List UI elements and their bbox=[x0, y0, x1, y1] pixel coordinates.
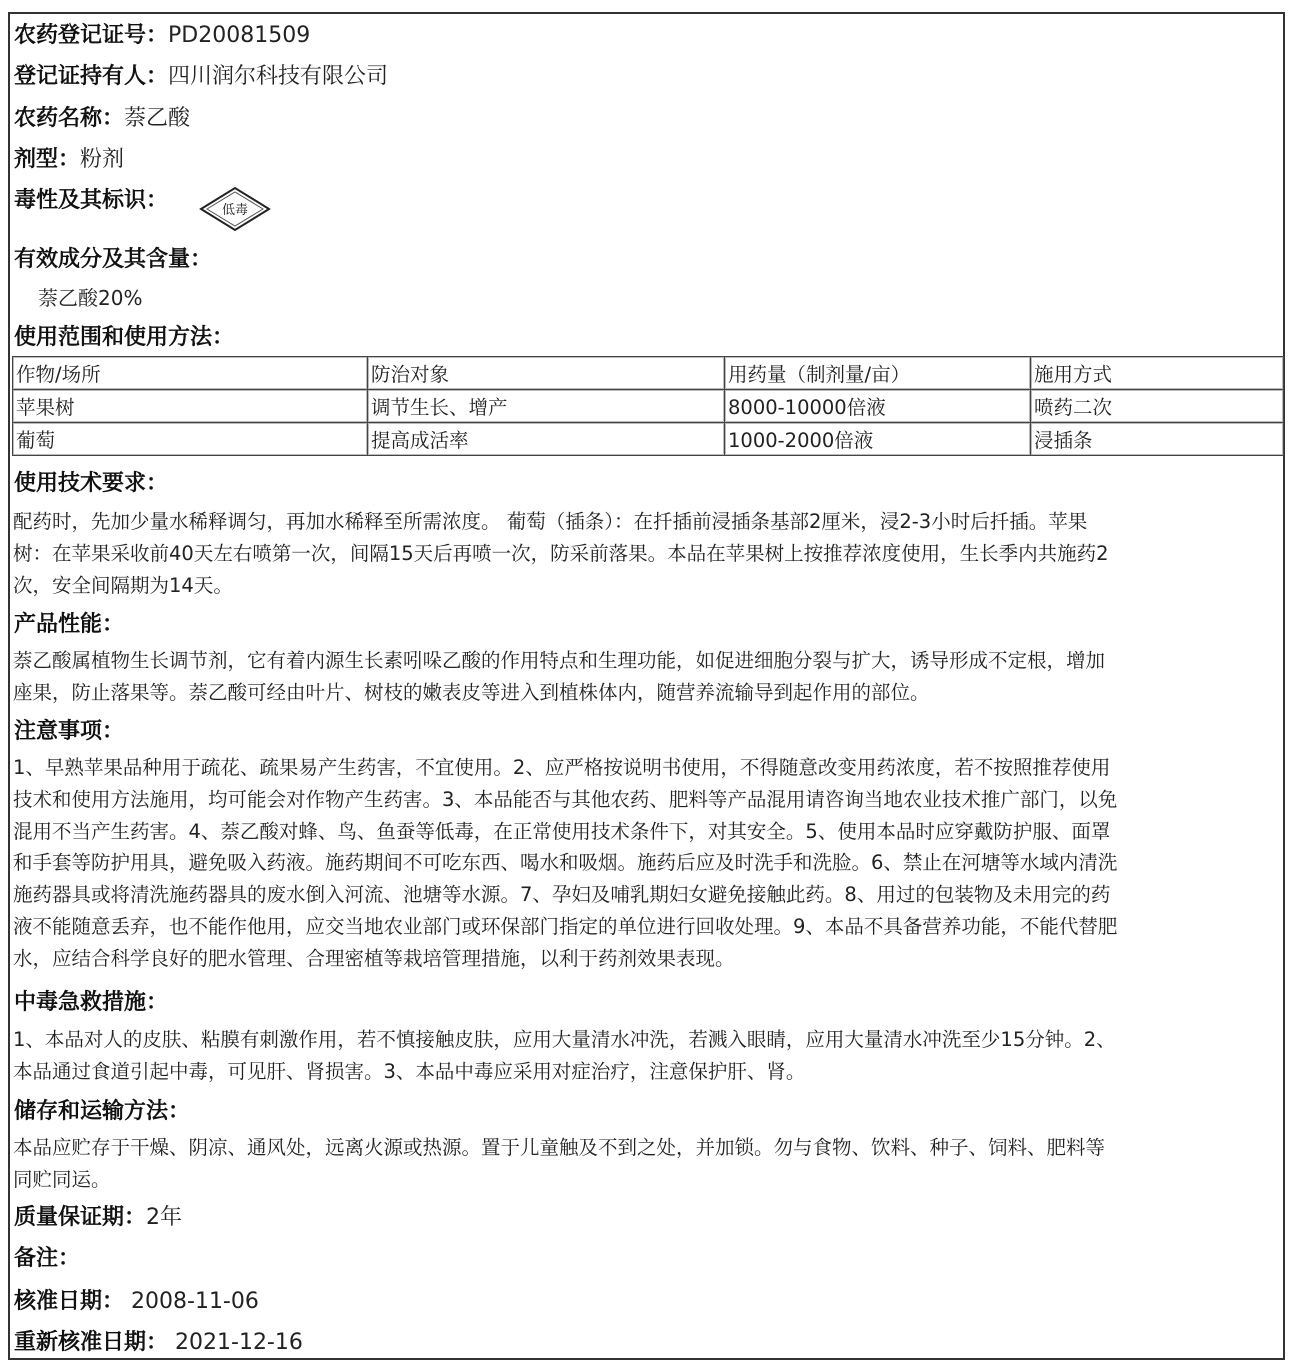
holder-row bbox=[14, 63, 388, 91]
table-row bbox=[13, 423, 1284, 456]
precautions-label: 注意事项： bbox=[14, 719, 125, 744]
cell-crop: 苹果树 bbox=[13, 390, 368, 423]
shelf-life-label: 质量保证期： bbox=[14, 1205, 147, 1230]
storage-label: 储存和运输方法： bbox=[14, 1099, 191, 1124]
header-cell-target: 防治对象 bbox=[368, 357, 725, 390]
registration-number-row bbox=[14, 22, 310, 50]
usage-section-label: 使用范围和使用方法： bbox=[14, 325, 235, 350]
cell-method: 喷药二次 bbox=[1031, 390, 1284, 423]
precautions-text: 1、早熟苹果品种用于疏花、疏果易产生药害，不宜使用。2、应严格按说明书使用，不得随意改变用药浓度，若不按照推荐使用 技术和使用方法施用，均可能会对作物产生药害。3、本品能否与其他农药、肥料等产品混用请咨询当地农业技术推广部门，以免 混用不当产生药害。4、萘乙酸对蜂、鸟、鱼蚕等低毒，在正常使用技术条件下，对其安全。5、使用本品时应穿戴防护服、面罩 和手套等防护用具，避免吸入药液。施药期间不可吃东西、喝水和吸烟。施药后应及时洗手和洗脸。6、禁止在河塘等水域内清洗 施药器具或将清洗施药器具的废水倒入河流、池塘等水源。7、孕妇及哺乳期妇女避免接触此药。8、用过的包装物及未用完的药 液不能随意丢弃，也不能作他用，应交当地农业部门或环保部门指定的单位进行回收处理。9、本品不具备营养功能，不能代替肥 水，应结合科学良好的肥水管理、合理密植等栽培管理措施，以利于药剂效果表现。 bbox=[13, 756, 1118, 970]
reapproval-date-row bbox=[14, 1329, 303, 1357]
approval-date-row bbox=[14, 1288, 259, 1316]
usage-table bbox=[12, 356, 1284, 456]
cell-method: 浸插条 bbox=[1031, 423, 1284, 456]
first-aid-text: 1、本品对人的皮肤、粘膜有刺激作用，若不慎接触皮肤，应用大量清水冲洗，若溅入眼睛，应用大量清水冲洗至少15分钟。2、 本品通过食道引起中毒，可见肝、肾损害。3、本品中毒应采用对症治疗，注意保护肝、肾。 bbox=[13, 1028, 1116, 1083]
reapproval-date-value: 2021-12-16 bbox=[175, 1330, 303, 1355]
header-cell-method: 施用方式 bbox=[1031, 357, 1284, 390]
active-ingredient-value: 萘乙酸20% bbox=[38, 286, 143, 310]
cell-dosage: 1000-2000倍液 bbox=[725, 423, 1031, 456]
formulation-row bbox=[14, 146, 124, 174]
registration-number-label: 农药登记证号： bbox=[14, 23, 169, 48]
cell-dosage: 8000-10000倍液 bbox=[725, 390, 1031, 423]
low-toxicity-label-icon bbox=[195, 184, 275, 234]
pesticide-name-value: 萘乙酸 bbox=[124, 106, 191, 131]
storage-text: 本品应贮存于干燥、阴凉、通风处，远离火源或热源。置于儿童触及不到之处，并加锁。勿与食物、饮料、种子、饲料、肥料等 同贮同运。 bbox=[13, 1136, 1106, 1191]
product-performance-text: 萘乙酸属植物生长调节剂，它有着内源生长素吲哚乙酸的作用特点和生理功能，如促进细胞分裂与扩大，诱导形成不定根，增加 座果，防止落果等。萘乙酸可经由叶片、树枝的嫩表皮等进入到植株体内，随营养流输导到起作用的部位。 bbox=[13, 649, 1106, 704]
cell-target: 调节生长、增产 bbox=[368, 390, 725, 423]
registration-number-value: PD20081509 bbox=[168, 23, 311, 48]
active-ingredient-label: 有效成分及其含量： bbox=[14, 247, 213, 272]
header-cell-dosage: 用药量（制剂量/亩） bbox=[725, 357, 1031, 390]
table-row bbox=[13, 390, 1284, 423]
toxicity-row bbox=[14, 187, 168, 215]
pesticide-name-row bbox=[14, 105, 190, 133]
registration-document bbox=[8, 12, 1285, 1360]
remarks-label: 备注： bbox=[14, 1246, 81, 1271]
header-cell-crop: 作物/场所 bbox=[13, 357, 368, 390]
cell-crop: 葡萄 bbox=[13, 423, 368, 456]
formulation-value: 粉剂 bbox=[80, 147, 125, 172]
shelf-life-row bbox=[14, 1204, 182, 1232]
approval-date-value: 2008-11-06 bbox=[131, 1289, 259, 1314]
usage-table-header bbox=[13, 357, 1284, 390]
holder-label: 登记证持有人： bbox=[14, 64, 169, 89]
technical-requirements-text: 配药时，先加少量水稀释调匀，再加水稀释至所需浓度。 葡萄（插条）：在扦插前浸插条基部2厘米，浸2-3小时后扦插。苹果 树：在苹果采收前40天左右喷第一次，间隔15天后再喷一次，防采前落果。本品在苹果树上按推荐浓度使用，生长季内共施药2 次，安全间隔期为14天。 bbox=[13, 510, 1109, 597]
pesticide-name-label: 农药名称： bbox=[14, 106, 125, 131]
low-toxicity-text: 低毒 bbox=[221, 203, 249, 218]
reapproval-date-label: 重新核准日期： bbox=[14, 1330, 169, 1355]
first-aid-label: 中毒急救措施： bbox=[14, 990, 169, 1015]
approval-date-label: 核准日期： bbox=[14, 1289, 125, 1314]
technical-requirements-label: 使用技术要求： bbox=[14, 471, 169, 496]
shelf-life-value: 2年 bbox=[146, 1205, 183, 1230]
toxicity-label: 毒性及其标识： bbox=[14, 188, 169, 213]
holder-value: 四川润尔科技有限公司 bbox=[168, 64, 389, 89]
product-performance-label: 产品性能： bbox=[14, 612, 125, 637]
cell-target: 提高成活率 bbox=[368, 423, 725, 456]
remarks-row bbox=[14, 1245, 80, 1273]
formulation-label: 剂型： bbox=[14, 147, 81, 172]
